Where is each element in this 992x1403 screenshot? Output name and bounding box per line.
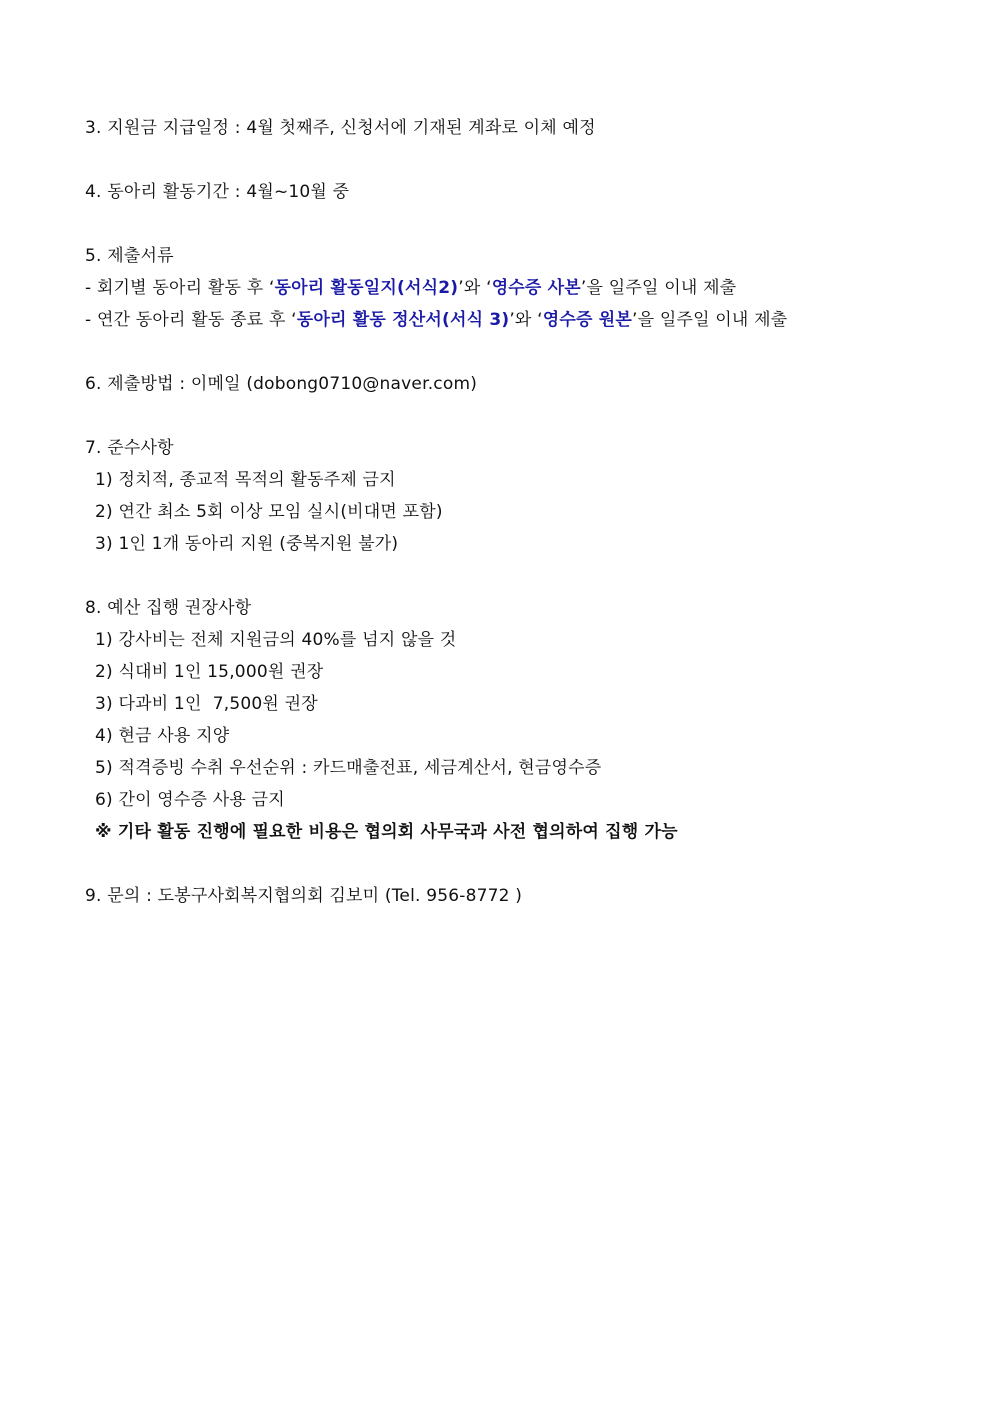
section-4-activity-period: 4. 동아리 활동기간 : 4월~10월 중 [85,182,350,202]
section-7-title: 7. 준수사항 [85,438,174,458]
section-7-item-3: 3) 1인 1개 동아리 지원 (중복지원 불가) [95,534,399,554]
section-7-item-2: 2) 연간 최소 5회 이상 모임 실시(비대면 포함) [95,502,443,522]
highlight-receipt-copy: 영수증 사본 [491,278,581,298]
line-2-middle: ’와 ‘ [509,310,543,330]
section-8-item-6: 6) 간이 영수증 사용 금지 [95,790,285,810]
line-2-suffix: ’을 일주일 이내 제출 [632,310,788,330]
line-1-middle: ’와 ‘ [458,278,492,298]
section-8-item-3: 3) 다과비 1인 7,500원 권장 [95,694,318,714]
highlight-activity-log: 동아리 활동일지(서식2) [274,278,459,298]
highlight-settlement-report: 동아리 활동 정산서(서식 3) [296,310,510,330]
section-8-note: ※ 기타 활동 진행에 필요한 비용은 협의회 사무국과 사전 협의하여 집행 가능 [95,822,678,842]
section-3-payment-schedule: 3. 지원금 지급일정 : 4월 첫째주, 신청서에 기재된 계좌로 이체 예정 [85,118,596,138]
section-5-title: 5. 제출서류 [85,246,174,266]
section-8-item-1: 1) 강사비는 전체 지원금의 40%를 넘지 않을 것 [95,630,457,650]
highlight-receipt-original: 영수증 원본 [542,310,632,330]
section-9-contact: 9. 문의 : 도봉구사회복지협의회 김보미 (Tel. 956-8772 ) [85,886,523,906]
line-2-prefix: - 연간 동아리 활동 종료 후 ‘ [85,310,297,330]
section-8-item-4: 4) 현금 사용 지양 [95,726,230,746]
section-6-submission-method: 6. 제출방법 : 이메일 (dobong0710@naver.com) [85,374,478,394]
line-1-prefix: - 회기별 동아리 활동 후 ‘ [85,278,275,298]
section-7-item-1: 1) 정치적, 종교적 목적의 활동주제 금지 [95,470,396,490]
section-8-item-2: 2) 식대비 1인 15,000원 권장 [95,662,324,682]
section-8-item-5: 5) 적격증빙 수취 우선순위 : 카드매출전표, 세금계산서, 현금영수증 [95,758,602,778]
section-5-line-1 [85,276,736,300]
section-8-title: 8. 예산 집행 권장사항 [85,598,252,618]
line-1-suffix: ’을 일주일 이내 제출 [580,278,737,298]
section-5-line-2 [85,308,787,332]
